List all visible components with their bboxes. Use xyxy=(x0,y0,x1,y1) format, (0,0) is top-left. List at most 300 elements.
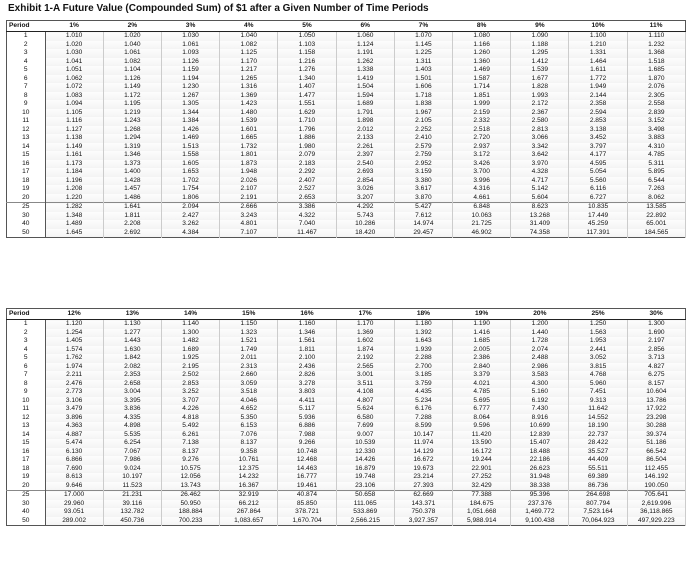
value-cell: 1.443 xyxy=(103,337,161,346)
value-cell: 2.332 xyxy=(453,117,511,126)
value-cell: 19.461 xyxy=(278,482,336,491)
period-cell: 16 xyxy=(7,160,46,169)
value-cell: 1.217 xyxy=(220,66,278,75)
value-cell: 807.794 xyxy=(569,500,627,509)
value-cell: 132.782 xyxy=(103,508,161,517)
table-row xyxy=(7,212,686,221)
value-cell: 4.363 xyxy=(45,422,103,431)
value-cell: 1.170 xyxy=(220,58,278,67)
value-cell: 39.374 xyxy=(627,431,685,440)
value-cell: 6.544 xyxy=(627,177,685,186)
value-cell: 1.791 xyxy=(336,109,394,118)
table-row xyxy=(7,194,686,203)
value-cell: 2.410 xyxy=(394,134,452,143)
value-cell: 4.335 xyxy=(103,414,161,423)
value-cell: 38.338 xyxy=(511,482,569,491)
value-cell: 1.100 xyxy=(569,32,627,41)
value-cell: 1.265 xyxy=(220,75,278,84)
value-cell: 7.138 xyxy=(161,439,219,448)
value-cell: 3.379 xyxy=(453,371,511,380)
value-cell: 74.358 xyxy=(511,229,569,238)
value-cell: 3.001 xyxy=(336,371,394,380)
value-cell: 65.001 xyxy=(627,220,685,229)
value-cell: 7.076 xyxy=(220,431,278,440)
value-cell: 1.685 xyxy=(453,337,511,346)
value-cell: 1,051.668 xyxy=(453,508,511,517)
value-cell: 2.952 xyxy=(394,160,452,169)
value-cell: 2.693 xyxy=(336,168,394,177)
value-cell: 2.839 xyxy=(627,109,685,118)
table-header-row xyxy=(7,309,686,320)
value-cell: 13.268 xyxy=(511,212,569,221)
rate-header: 14% xyxy=(161,309,219,320)
value-cell: 2.488 xyxy=(511,354,569,363)
value-cell: 112.455 xyxy=(627,465,685,474)
value-cell: 2.076 xyxy=(627,83,685,92)
value-cell: 2.937 xyxy=(453,143,511,152)
value-cell: 6.192 xyxy=(511,397,569,406)
value-cell: 1.369 xyxy=(220,92,278,101)
value-cell: 1.949 xyxy=(569,83,627,92)
value-cell: 1.232 xyxy=(627,41,685,50)
period-cell: 50 xyxy=(7,229,46,238)
value-cell: 1.208 xyxy=(45,185,103,194)
value-cell: 4.887 xyxy=(45,431,103,440)
value-cell: 1.606 xyxy=(394,83,452,92)
value-cell: 9.313 xyxy=(569,397,627,406)
value-cell: 1.605 xyxy=(161,160,219,169)
value-cell: 1.267 xyxy=(161,92,219,101)
value-cell: 5.142 xyxy=(511,185,569,194)
value-cell: 1.403 xyxy=(394,66,452,75)
value-cell: 16.672 xyxy=(394,456,452,465)
value-cell: 1.426 xyxy=(161,126,219,135)
value-cell: 39.116 xyxy=(103,500,161,509)
value-cell: 13.743 xyxy=(161,482,219,491)
future-value-table-low-rates xyxy=(6,20,686,238)
value-cell: 2.261 xyxy=(336,143,394,152)
value-cell: 12.056 xyxy=(161,473,219,482)
value-cell: 3.617 xyxy=(394,185,452,194)
period-cell: 2 xyxy=(7,329,46,338)
value-cell: 2.005 xyxy=(453,346,511,355)
value-cell: 8.137 xyxy=(161,448,219,457)
value-cell: 9,100.438 xyxy=(511,517,569,526)
value-cell: 66.542 xyxy=(627,448,685,457)
value-cell: 1.521 xyxy=(220,337,278,346)
value-cell: 4.801 xyxy=(220,220,278,229)
value-cell: 5.160 xyxy=(511,388,569,397)
value-cell: 6.130 xyxy=(45,448,103,457)
value-cell: 1.851 xyxy=(453,92,511,101)
value-cell: 1.469 xyxy=(453,66,511,75)
value-cell: 32.919 xyxy=(220,491,278,500)
value-cell: 4.316 xyxy=(453,185,511,194)
value-cell: 77.388 xyxy=(453,491,511,500)
table-row xyxy=(7,83,686,92)
value-cell: 21.231 xyxy=(103,491,161,500)
value-cell: 5.560 xyxy=(569,177,627,186)
value-cell: 1.104 xyxy=(103,66,161,75)
value-cell: 3.803 xyxy=(278,388,336,397)
value-cell: 1.040 xyxy=(103,41,161,50)
value-cell: 1.993 xyxy=(511,92,569,101)
value-cell: 1.480 xyxy=(220,109,278,118)
value-cell: 2.082 xyxy=(103,363,161,372)
value-cell: 1.360 xyxy=(453,58,511,67)
value-cell: 1.974 xyxy=(45,363,103,372)
table-row xyxy=(7,160,686,169)
value-cell: 1.082 xyxy=(103,58,161,67)
value-cell: 4.177 xyxy=(569,151,627,160)
value-cell: 6.261 xyxy=(161,431,219,440)
value-cell: 1.886 xyxy=(278,134,336,143)
value-cell: 1.373 xyxy=(103,160,161,169)
value-cell: 10.539 xyxy=(336,439,394,448)
value-cell: 29.457 xyxy=(394,229,452,238)
value-cell: 12.375 xyxy=(220,465,278,474)
value-cell: 4.226 xyxy=(161,405,219,414)
value-cell: 6.777 xyxy=(453,405,511,414)
rate-header: 30% xyxy=(627,309,685,320)
value-cell: 1.407 xyxy=(278,83,336,92)
value-cell: 1.110 xyxy=(627,32,685,41)
rate-header: 12% xyxy=(45,309,103,320)
value-cell: 2.518 xyxy=(453,126,511,135)
period-cell: 10 xyxy=(7,397,46,406)
value-cell: 11.467 xyxy=(278,229,336,238)
value-cell: 5.350 xyxy=(220,414,278,423)
value-cell: 1.180 xyxy=(394,320,452,329)
value-cell: 16.879 xyxy=(336,465,394,474)
value-cell: 1.184 xyxy=(45,168,103,177)
value-cell: 6.866 xyxy=(45,456,103,465)
period-cell: 4 xyxy=(7,346,46,355)
table-row xyxy=(7,177,686,186)
value-cell: 2.079 xyxy=(278,151,336,160)
value-cell: 1.602 xyxy=(336,337,394,346)
table-row xyxy=(7,229,686,238)
value-cell: 1.061 xyxy=(161,41,219,50)
value-cell: 2.144 xyxy=(569,92,627,101)
period-cell: 2 xyxy=(7,41,46,50)
value-cell: 22.892 xyxy=(627,212,685,221)
value-cell: 1.316 xyxy=(220,83,278,92)
value-cell: 2,566.215 xyxy=(336,517,394,526)
rate-header: 7% xyxy=(394,21,452,32)
value-cell: 1.050 xyxy=(278,32,336,41)
table-row xyxy=(7,185,686,194)
value-cell: 1.346 xyxy=(278,329,336,338)
value-cell: 1.641 xyxy=(103,203,161,212)
value-cell: 1.260 xyxy=(453,49,511,58)
value-cell: 3.700 xyxy=(453,168,511,177)
value-cell: 1.563 xyxy=(569,329,627,338)
period-cell: 6 xyxy=(7,363,46,372)
value-cell: 1.551 xyxy=(278,100,336,109)
value-cell: 1.348 xyxy=(45,212,103,221)
value-cell: 3.713 xyxy=(627,354,685,363)
value-cell: 2.305 xyxy=(627,92,685,101)
value-cell: 5.936 xyxy=(278,414,336,423)
period-cell: 11 xyxy=(7,405,46,414)
value-cell: 1.125 xyxy=(220,49,278,58)
value-cell: 1.594 xyxy=(336,92,394,101)
value-cell: 1.030 xyxy=(161,32,219,41)
value-cell: 4.785 xyxy=(453,388,511,397)
value-cell: 1,469.772 xyxy=(511,508,569,517)
value-cell: 2.660 xyxy=(220,371,278,380)
value-cell: 6.116 xyxy=(569,185,627,194)
value-cell: 7.067 xyxy=(103,448,161,457)
value-cell: 62.669 xyxy=(394,491,452,500)
rate-header: 15% xyxy=(220,309,278,320)
value-cell: 450.736 xyxy=(103,517,161,526)
value-cell: 10.147 xyxy=(394,431,452,440)
value-cell: 1.126 xyxy=(161,58,219,67)
period-cell: 40 xyxy=(7,220,46,229)
value-cell: 1.368 xyxy=(627,49,685,58)
value-cell: 1.518 xyxy=(627,58,685,67)
value-cell: 1.400 xyxy=(103,168,161,177)
value-cell: 1.276 xyxy=(278,66,336,75)
value-cell: 5.624 xyxy=(336,405,394,414)
table-row xyxy=(7,465,686,474)
value-cell: 3.836 xyxy=(103,405,161,414)
value-cell: 2.386 xyxy=(453,354,511,363)
value-cell: 18.488 xyxy=(511,448,569,457)
table-row xyxy=(7,482,686,491)
value-cell: 19.244 xyxy=(453,456,511,465)
value-cell: 17.000 xyxy=(45,491,103,500)
value-cell: 1.645 xyxy=(45,229,103,238)
value-cell: 3.059 xyxy=(220,380,278,389)
value-cell: 2.427 xyxy=(161,212,219,221)
value-cell: 19.673 xyxy=(394,465,452,474)
table-row xyxy=(7,346,686,355)
value-cell: 2.773 xyxy=(45,388,103,397)
value-cell: 26.462 xyxy=(161,491,219,500)
value-cell: 1.311 xyxy=(394,58,452,67)
value-cell: 1.489 xyxy=(45,220,103,229)
period-cell: 50 xyxy=(7,517,46,526)
value-cell: 3.138 xyxy=(569,126,627,135)
value-cell: 1.811 xyxy=(103,212,161,221)
value-cell: 1.728 xyxy=(511,337,569,346)
table-row xyxy=(7,422,686,431)
value-cell: 3.004 xyxy=(103,388,161,397)
value-cell: 1.294 xyxy=(103,134,161,143)
value-cell: 2.692 xyxy=(103,229,161,238)
table-row xyxy=(7,220,686,229)
value-cell: 10.748 xyxy=(278,448,336,457)
rate-header: 11% xyxy=(627,21,685,32)
value-cell: 21.725 xyxy=(453,220,511,229)
value-cell: 1.874 xyxy=(336,346,394,355)
value-cell: 1.166 xyxy=(453,41,511,50)
value-cell: 1.344 xyxy=(161,109,219,118)
value-cell: 1.145 xyxy=(394,41,452,50)
value-cell: 1.340 xyxy=(278,75,336,84)
value-cell: 10.286 xyxy=(336,220,394,229)
value-cell: 1.504 xyxy=(336,83,394,92)
value-cell: 2.133 xyxy=(336,134,394,143)
value-cell: 1.051 xyxy=(45,66,103,75)
value-cell: 10.063 xyxy=(453,212,511,221)
value-cell: 3.252 xyxy=(161,388,219,397)
value-cell: 2.211 xyxy=(45,371,103,380)
table-row xyxy=(7,134,686,143)
value-cell: 1.172 xyxy=(103,92,161,101)
value-cell: 2.813 xyxy=(511,126,569,135)
value-cell: 1.629 xyxy=(278,109,336,118)
value-cell: 2.476 xyxy=(45,380,103,389)
value-cell: 32.429 xyxy=(453,482,511,491)
value-cell: 1.561 xyxy=(278,337,336,346)
value-cell: 264.698 xyxy=(569,491,627,500)
period-cell: 3 xyxy=(7,337,46,346)
value-cell: 30.288 xyxy=(627,422,685,431)
value-cell: 1,670.704 xyxy=(278,517,336,526)
value-cell: 1.250 xyxy=(569,320,627,329)
rate-header: 2% xyxy=(103,21,161,32)
value-cell: 1.094 xyxy=(45,100,103,109)
value-cell: 1.300 xyxy=(161,329,219,338)
value-cell: 1.158 xyxy=(278,49,336,58)
value-cell: 4.300 xyxy=(511,380,569,389)
value-cell: 46.902 xyxy=(453,229,511,238)
value-cell: 5.234 xyxy=(394,397,452,406)
rate-header: 19% xyxy=(453,309,511,320)
value-cell: 2.094 xyxy=(161,203,219,212)
value-cell: 18.420 xyxy=(336,229,394,238)
value-cell: 1.539 xyxy=(511,66,569,75)
value-cell: 2.183 xyxy=(278,160,336,169)
value-cell: 1.457 xyxy=(103,185,161,194)
table-row xyxy=(7,58,686,67)
value-cell: 4.768 xyxy=(569,371,627,380)
value-cell: 10.197 xyxy=(103,473,161,482)
period-cell: 30 xyxy=(7,500,46,509)
value-cell: 1.405 xyxy=(45,337,103,346)
value-cell: 2.172 xyxy=(511,100,569,109)
rate-header: 1% xyxy=(45,21,103,32)
value-cell: 2.720 xyxy=(453,134,511,143)
value-cell: 19.748 xyxy=(336,473,394,482)
period-cell: 6 xyxy=(7,75,46,84)
value-cell: 3.498 xyxy=(627,126,685,135)
value-cell: 1.225 xyxy=(394,49,452,58)
value-cell: 1.230 xyxy=(161,83,219,92)
value-cell: 1.140 xyxy=(161,320,219,329)
value-cell: 1.126 xyxy=(103,75,161,84)
value-cell: 1.124 xyxy=(336,41,394,50)
value-cell: 11.523 xyxy=(103,482,161,491)
value-cell: 184.565 xyxy=(627,229,685,238)
value-cell: 4.807 xyxy=(336,397,394,406)
value-cell: 22.737 xyxy=(569,431,627,440)
value-cell: 1.999 xyxy=(453,100,511,109)
value-cell: 2.565 xyxy=(336,363,394,372)
value-cell: 10.835 xyxy=(569,203,627,212)
value-cell: 2.012 xyxy=(336,126,394,135)
value-cell: 23.106 xyxy=(336,482,394,491)
value-cell: 1.040 xyxy=(220,32,278,41)
value-cell: 111.065 xyxy=(336,500,394,509)
value-cell: 6.886 xyxy=(278,422,336,431)
value-cell: 1.262 xyxy=(336,58,394,67)
value-cell: 5.117 xyxy=(278,405,336,414)
value-cell: 1.090 xyxy=(511,32,569,41)
value-cell: 11.420 xyxy=(453,431,511,440)
table-row xyxy=(7,203,686,212)
value-cell: 2,619.996 xyxy=(627,500,685,509)
value-cell: 4.435 xyxy=(394,388,452,397)
table-row xyxy=(7,168,686,177)
value-cell: 1.082 xyxy=(220,41,278,50)
value-cell: 1.300 xyxy=(627,320,685,329)
rate-header: 6% xyxy=(336,21,394,32)
value-cell: 1.948 xyxy=(220,168,278,177)
value-cell: 1.138 xyxy=(45,134,103,143)
value-cell: 1.772 xyxy=(569,75,627,84)
value-cell: 2.580 xyxy=(511,117,569,126)
value-cell: 1.501 xyxy=(394,75,452,84)
period-cell: 17 xyxy=(7,168,46,177)
value-cell: 3.342 xyxy=(511,143,569,152)
period-cell: 18 xyxy=(7,177,46,186)
value-cell: 1.806 xyxy=(161,194,219,203)
value-cell: 143.371 xyxy=(394,500,452,509)
value-cell: 8.613 xyxy=(45,473,103,482)
table-row xyxy=(7,517,686,526)
period-cell: 25 xyxy=(7,203,46,212)
value-cell: 6.848 xyxy=(453,203,511,212)
value-cell: 8.157 xyxy=(627,380,685,389)
value-cell: 7.988 xyxy=(278,431,336,440)
value-cell: 16.777 xyxy=(278,473,336,482)
value-cell: 2.594 xyxy=(569,109,627,118)
value-cell: 3.052 xyxy=(569,354,627,363)
value-cell: 69.389 xyxy=(569,473,627,482)
value-cell: 2.208 xyxy=(103,220,161,229)
value-cell: 4.411 xyxy=(278,397,336,406)
table-row xyxy=(7,41,686,50)
value-cell: 3.518 xyxy=(220,388,278,397)
period-cell: 15 xyxy=(7,439,46,448)
value-cell: 5.427 xyxy=(394,203,452,212)
period-cell: 14 xyxy=(7,431,46,440)
value-cell: 1.392 xyxy=(394,329,452,338)
value-cell: 1.611 xyxy=(569,66,627,75)
value-cell: 1.643 xyxy=(394,337,452,346)
value-cell: 1.295 xyxy=(511,49,569,58)
value-cell: 13.786 xyxy=(627,397,685,406)
value-cell: 10.575 xyxy=(161,465,219,474)
period-cell: 10 xyxy=(7,109,46,118)
value-cell: 2.197 xyxy=(627,337,685,346)
value-cell: 4.310 xyxy=(627,143,685,152)
value-cell: 1.513 xyxy=(161,143,219,152)
value-cell: 2.856 xyxy=(627,346,685,355)
value-cell: 5.743 xyxy=(336,212,394,221)
value-cell: 3.380 xyxy=(394,177,452,186)
value-cell: 3.278 xyxy=(278,380,336,389)
value-cell: 2.666 xyxy=(220,203,278,212)
value-cell: 1.416 xyxy=(453,329,511,338)
value-cell: 1.587 xyxy=(453,75,511,84)
value-cell: 14.974 xyxy=(394,220,452,229)
